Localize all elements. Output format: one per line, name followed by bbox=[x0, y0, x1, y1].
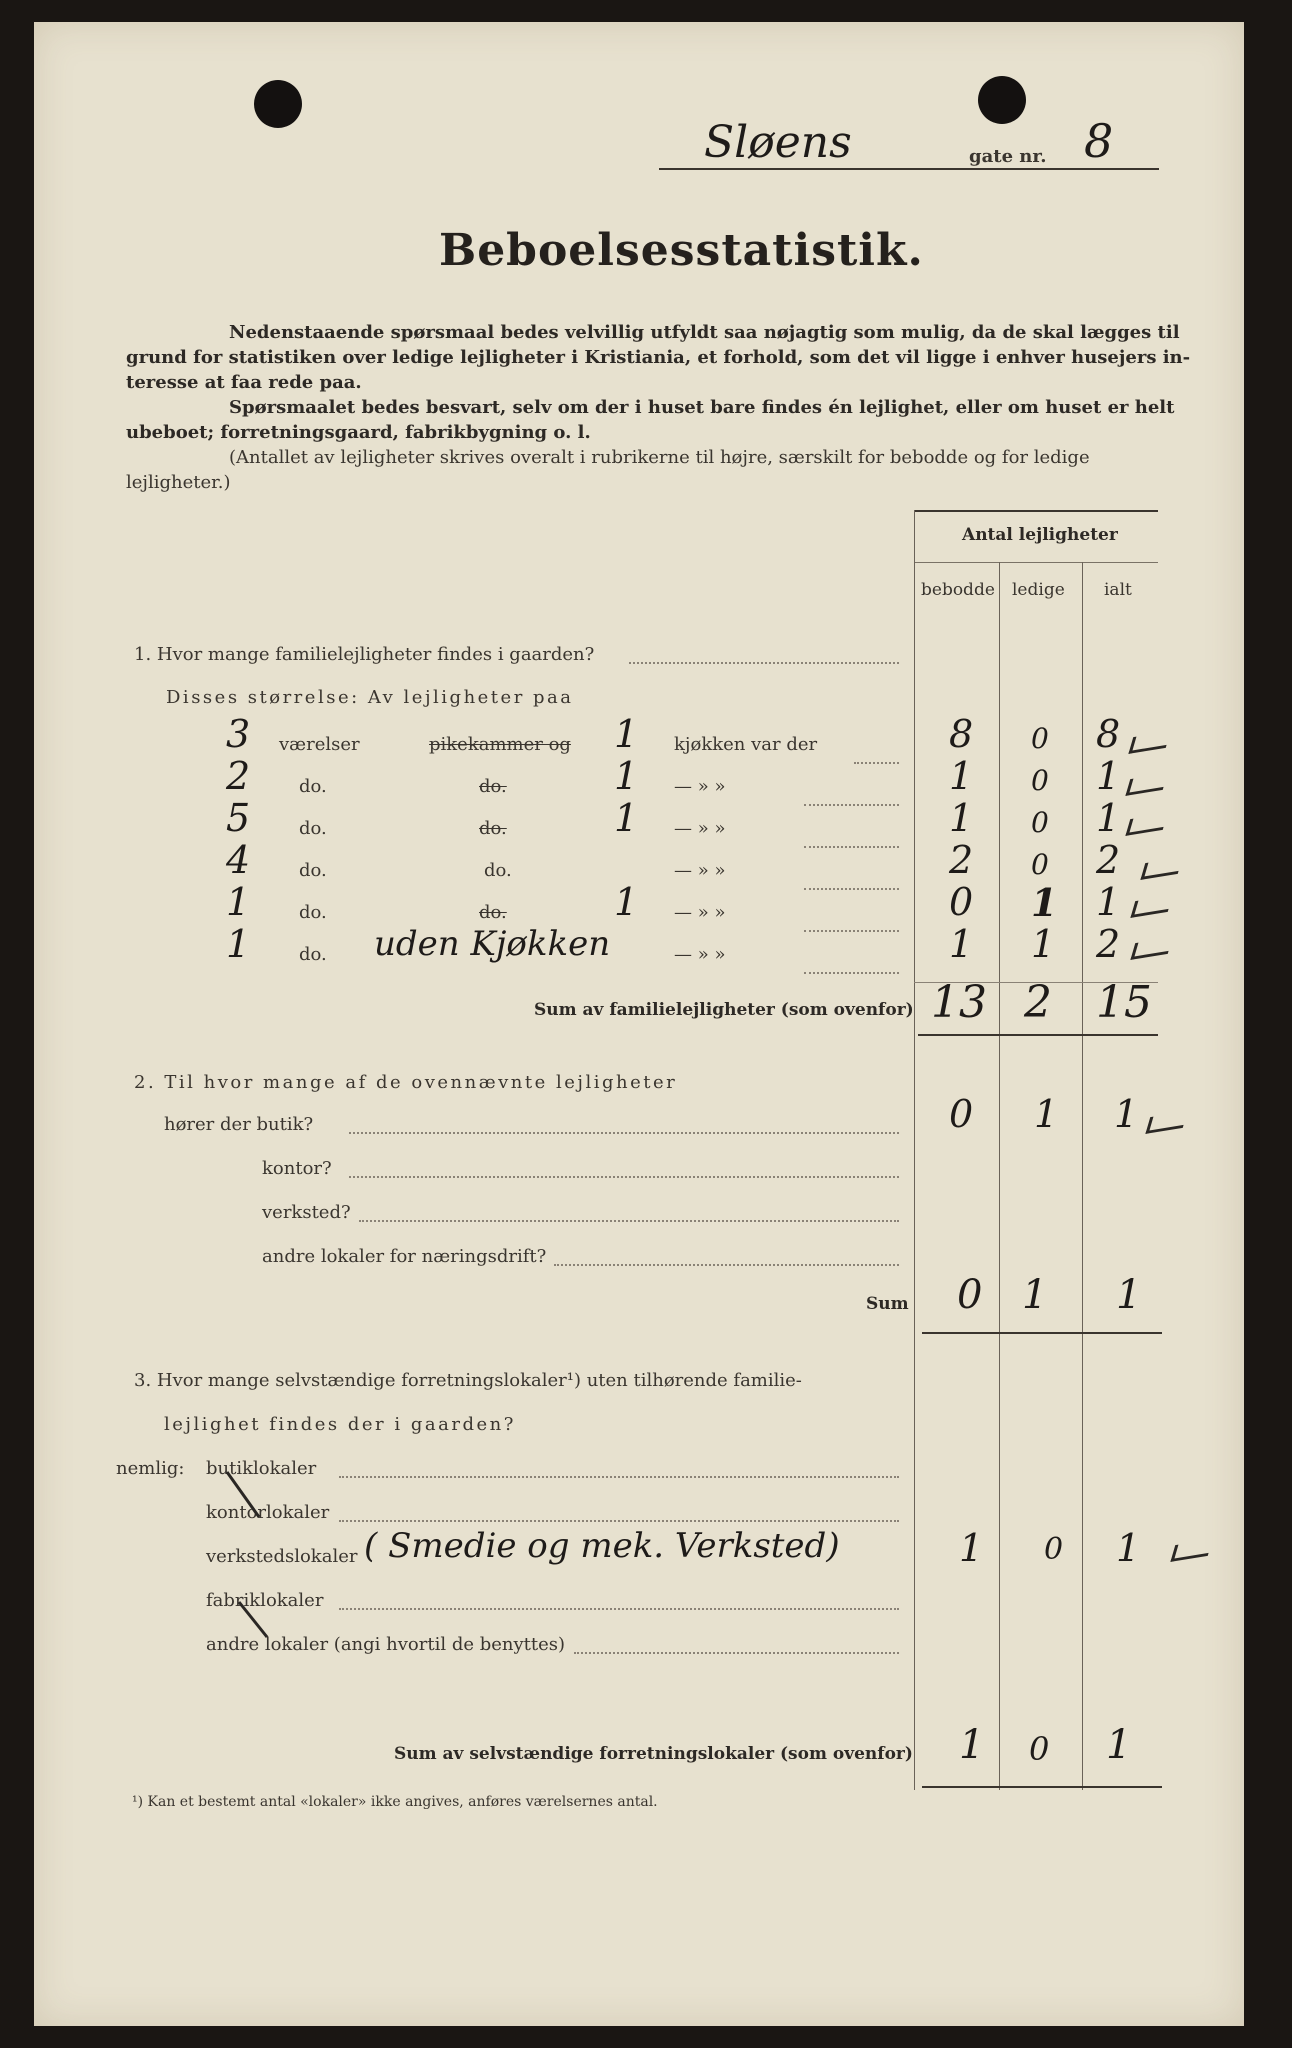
rooms-label: do. bbox=[299, 944, 327, 965]
leader-dots bbox=[574, 1652, 899, 1654]
row-tail: — » » bbox=[674, 902, 726, 923]
leader-dots bbox=[339, 1520, 899, 1522]
q1-sum-rule bbox=[918, 1034, 1158, 1036]
table-group-header: Antal lejligheter bbox=[962, 525, 1118, 545]
q2-butik-ledige: 1 bbox=[1034, 1092, 1059, 1136]
pike-label: do. bbox=[479, 818, 507, 839]
q2-sum-ledige: 1 bbox=[1022, 1272, 1048, 1318]
q3-label-2: lejlighet findes der i gaarden? bbox=[164, 1414, 516, 1435]
q2-sum-rule bbox=[922, 1332, 1162, 1334]
street-underline bbox=[659, 168, 1159, 170]
rooms-label: do. bbox=[299, 902, 327, 923]
col-bebodde: bebodde bbox=[921, 580, 995, 600]
q3-verksted-ledige: 0 bbox=[1044, 1532, 1064, 1567]
pike-label: do. bbox=[479, 902, 507, 923]
row-tail: — » » bbox=[674, 776, 726, 797]
cell-ialt: 2 bbox=[1096, 838, 1121, 882]
col-divider bbox=[999, 562, 1000, 1790]
leader-dots bbox=[629, 662, 899, 664]
q3-row-label: andre lokaler (angi hvortil de benyttes) bbox=[206, 1634, 566, 1655]
q1-sum-bebodde: 13 bbox=[931, 977, 987, 1028]
col-divider bbox=[914, 510, 915, 1790]
q3-note-handwritten: ( Smedie og mek. Verksted) bbox=[364, 1526, 840, 1566]
q3-sum-label: Sum av selvstændige forretningslokaler (som ovenfor) bbox=[394, 1744, 913, 1764]
q3-sum-rule bbox=[922, 1786, 1162, 1788]
q3-verksted-ialt: 1 bbox=[1116, 1526, 1141, 1570]
check-mark-icon bbox=[1125, 773, 1167, 796]
cell-bebodde: 1 bbox=[949, 754, 974, 798]
leader-dots bbox=[554, 1264, 899, 1266]
q1-sum-label: Sum av familielejligheter (som ovenfor) bbox=[534, 1000, 914, 1020]
q2-sum-bebodde: 0 bbox=[957, 1272, 983, 1318]
leader-dots bbox=[339, 1608, 899, 1610]
q1-label: 1. Hvor mange familielejligheter findes i gaarden? bbox=[134, 644, 595, 665]
rooms-label: værelser bbox=[279, 734, 360, 755]
nemlig-label: nemlig: bbox=[116, 1458, 185, 1479]
check-mark-icon bbox=[1140, 857, 1182, 880]
q2-row-label: hører der butik? bbox=[164, 1114, 314, 1135]
check-mark-icon bbox=[1130, 895, 1172, 918]
q3-verksted-bebodde: 1 bbox=[959, 1526, 984, 1570]
cell-ledige: 1 bbox=[1031, 922, 1056, 966]
q2-butik-ialt: 1 bbox=[1114, 1092, 1139, 1136]
check-mark-icon bbox=[1170, 1539, 1212, 1562]
check-mark-icon bbox=[1145, 1111, 1187, 1134]
intro-line: teresse at faa rede paa. bbox=[126, 372, 362, 393]
cell-bebodde: 0 bbox=[949, 880, 974, 924]
slash-mark-icon bbox=[219, 1462, 279, 1642]
q3-label bbox=[134, 1370, 802, 1391]
check-mark-icon bbox=[1130, 937, 1172, 960]
rooms-value: 1 bbox=[226, 922, 251, 966]
q2-label: 2. Til hvor mange af de ovennævnte lejligheter bbox=[134, 1072, 678, 1093]
row-tail: — » » bbox=[674, 860, 726, 881]
note-handwritten: uden Kjøkken bbox=[374, 924, 611, 964]
q2-row-label: verksted? bbox=[262, 1202, 351, 1223]
leader-dots bbox=[359, 1220, 899, 1222]
leader-dots bbox=[804, 804, 899, 806]
rooms-value: 3 bbox=[226, 712, 251, 756]
table-top-rule bbox=[914, 510, 1158, 512]
q3-row-label: fabriklokaler bbox=[206, 1590, 324, 1611]
footnote: ¹) Kan et bestemt antal «lokaler» ikke angives, anføres værelsernes antal. bbox=[132, 1794, 658, 1810]
rooms-label: do. bbox=[299, 818, 327, 839]
col-ledige: ledige bbox=[1012, 580, 1065, 600]
cell-ialt: 8 bbox=[1096, 712, 1121, 756]
cell-ialt: 1 bbox=[1096, 796, 1121, 840]
row-tail: — » » bbox=[674, 818, 726, 839]
q3-row-label: butiklokaler bbox=[206, 1458, 317, 1479]
punch-hole-left bbox=[254, 80, 302, 128]
q2-sum-label: Sum bbox=[866, 1294, 909, 1314]
col-ialt: ialt bbox=[1104, 580, 1132, 600]
intro-line: lejligheter.) bbox=[126, 472, 231, 493]
cell-ialt: 2 bbox=[1096, 922, 1121, 966]
rooms-value: 1 bbox=[226, 880, 251, 924]
check-mark-icon bbox=[1128, 731, 1170, 754]
q1-sum-ialt: 15 bbox=[1096, 977, 1152, 1028]
leader-dots bbox=[339, 1476, 899, 1478]
cell-bebodde: 8 bbox=[949, 712, 974, 756]
kitchen-value: 1 bbox=[614, 712, 639, 756]
cell-ledige: 0 bbox=[1031, 806, 1049, 839]
q2-row-label: kontor? bbox=[262, 1158, 332, 1179]
cell-ledige: 0 bbox=[1031, 764, 1049, 797]
pike-label: pikekammer og bbox=[429, 734, 571, 755]
rooms-value: 2 bbox=[226, 754, 251, 798]
q1-sum-ledige: 2 bbox=[1024, 977, 1052, 1028]
leader-dots bbox=[804, 972, 899, 974]
page-title: Beboelsesstatistik. bbox=[439, 225, 924, 276]
cell-ledige: 0 bbox=[1031, 722, 1049, 755]
q3-label-text: 3. Hvor mange selvstændige forretningslokaler¹) uten tilhørende familie- bbox=[134, 1370, 802, 1391]
intro-line: ubeboet; forretningsgaard, fabrikbygning o. l. bbox=[126, 422, 591, 443]
col-divider bbox=[1082, 562, 1083, 1790]
q2-sum-ialt: 1 bbox=[1116, 1272, 1142, 1318]
q3-sum-ledige: 0 bbox=[1029, 1730, 1050, 1768]
cell-bebodde: 2 bbox=[949, 838, 974, 882]
leader-dots bbox=[349, 1176, 899, 1178]
cell-ledige: 0 bbox=[1031, 848, 1049, 881]
cell-bebodde: 1 bbox=[949, 796, 974, 840]
q3-sum-ialt: 1 bbox=[1106, 1722, 1132, 1768]
rooms-label: do. bbox=[299, 860, 327, 881]
intro-line: (Antallet av lejligheter skrives overalt i rubrikerne til højre, særskilt for bebodde og for ledige bbox=[229, 447, 1090, 468]
leader-dots bbox=[349, 1132, 899, 1134]
row-tail: — » » bbox=[674, 944, 726, 965]
street-name: Sløens bbox=[704, 117, 852, 168]
leader-dots bbox=[804, 930, 899, 932]
q2-row-label: andre lokaler for næringsdrift? bbox=[262, 1246, 547, 1267]
row-tail: kjøkken var der bbox=[674, 734, 818, 755]
intro-line: grund for statistiken over ledige lejligheter i Kristiania, et forhold, som det vil ligge i enhver husejers in- bbox=[126, 347, 1191, 368]
form-sheet bbox=[34, 22, 1244, 2026]
rooms-label: do. bbox=[299, 776, 327, 797]
check-mark-icon bbox=[1125, 813, 1167, 836]
rooms-value: 4 bbox=[226, 838, 251, 882]
q3-sum-bebodde: 1 bbox=[959, 1722, 985, 1768]
cell-bebodde: 1 bbox=[949, 922, 974, 966]
pike-label: do. bbox=[479, 776, 507, 797]
kitchen-value: 1 bbox=[614, 880, 639, 924]
header-rule bbox=[914, 562, 1158, 563]
kitchen-value: 1 bbox=[614, 796, 639, 840]
cell-ledige: 1 bbox=[1031, 880, 1058, 925]
kitchen-value: 1 bbox=[614, 754, 639, 798]
cell-ialt: 1 bbox=[1096, 880, 1121, 924]
leader-dots bbox=[804, 888, 899, 890]
intro-line: Nedenstaaende spørsmaal bedes velvillig utfyldt saa nøjagtig som mulig, da de skal lægges til bbox=[229, 322, 1180, 343]
q2-butik-bebodde: 0 bbox=[949, 1092, 974, 1136]
leader-dots bbox=[854, 762, 899, 764]
cell-ialt: 1 bbox=[1096, 754, 1121, 798]
rooms-value: 5 bbox=[226, 796, 251, 840]
gate-label: gate nr. bbox=[969, 146, 1047, 167]
pike-label: do. bbox=[484, 860, 512, 881]
intro-line: Spørsmaalet bedes besvart, selv om der i huset bare findes én lejlighet, eller om huset er helt bbox=[229, 397, 1175, 418]
q1-sub: Disses størrelse: Av lejligheter paa bbox=[166, 687, 574, 708]
leader-dots bbox=[804, 846, 899, 848]
q3-row-label: verkstedslokaler bbox=[206, 1546, 358, 1567]
q3-row-label: kontorlokaler bbox=[206, 1502, 330, 1523]
street-number: 8 bbox=[1084, 114, 1114, 168]
punch-hole-right bbox=[978, 76, 1026, 124]
